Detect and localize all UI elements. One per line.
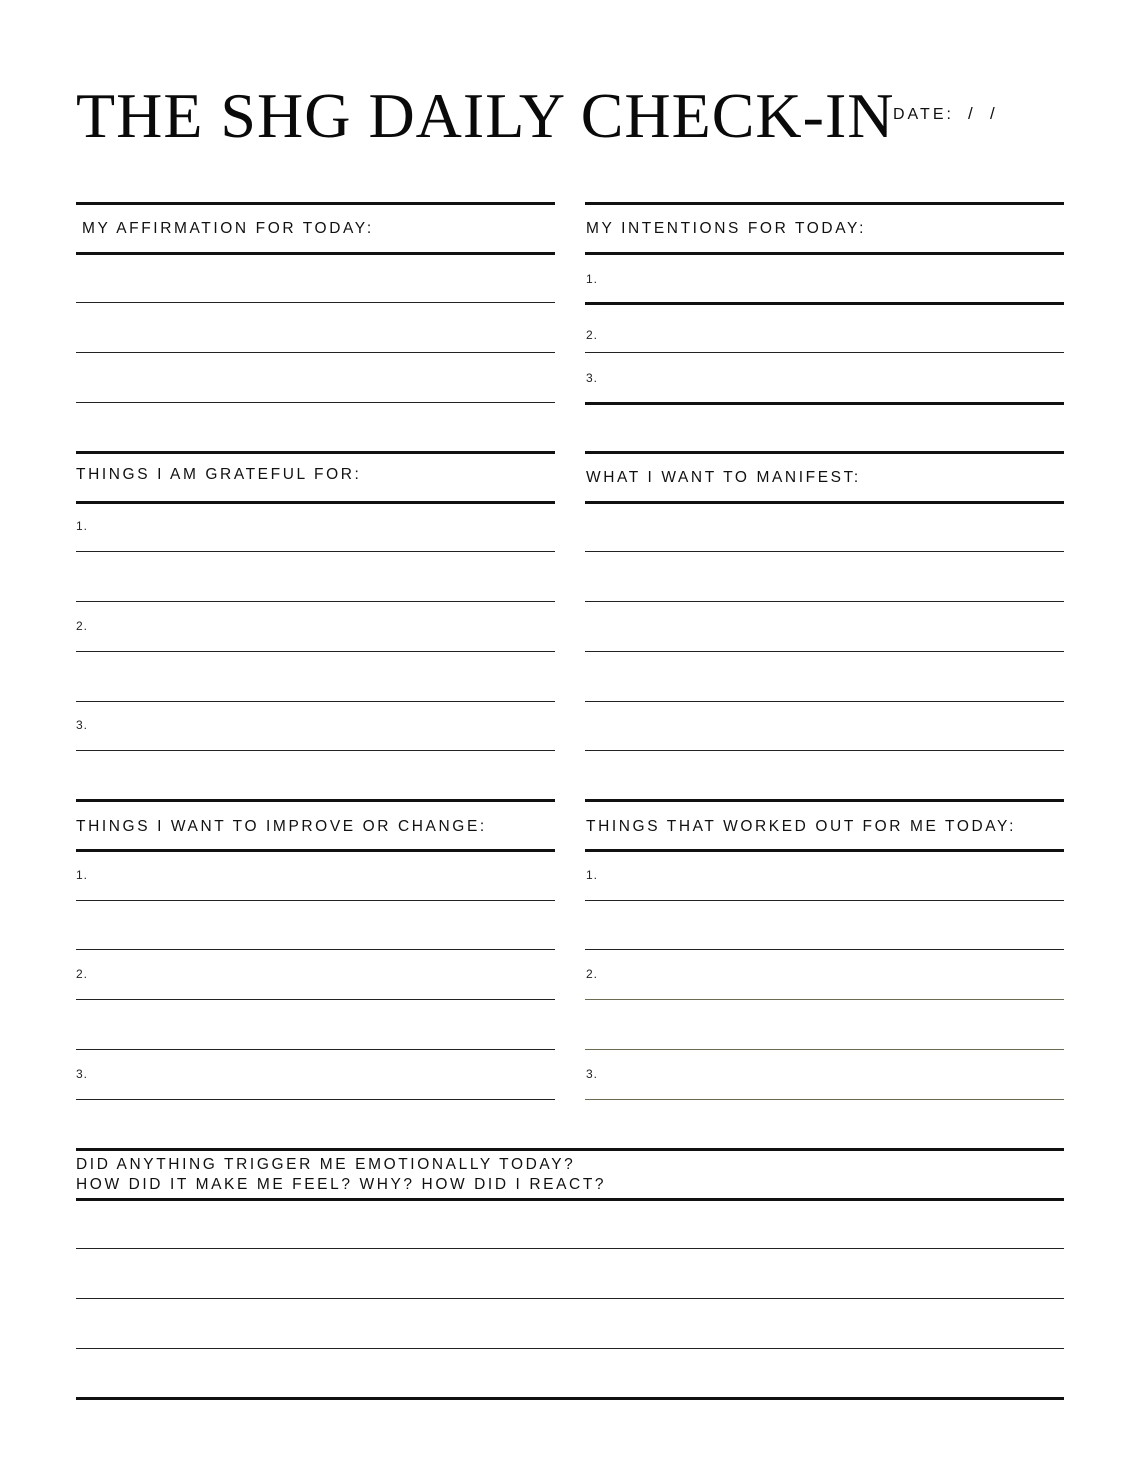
- date-slash-2: /: [990, 104, 995, 123]
- trigger-line-4-field[interactable]: [76, 1361, 1064, 1393]
- heading-rule: [76, 849, 555, 852]
- affirmation-line-1-field[interactable]: [76, 266, 555, 298]
- affirmation-line-2-field[interactable]: [76, 316, 555, 348]
- trigger-heading-line-1: DID ANYTHING TRIGGER ME EMOTIONALLY TODAY?: [76, 1156, 576, 1173]
- worked-out-number-2: 2.: [586, 967, 599, 981]
- writing-line: [585, 900, 1064, 901]
- grateful-number-2: 2.: [76, 619, 89, 633]
- writing-line: [585, 750, 1064, 751]
- heading-rule: [76, 1198, 1064, 1201]
- writing-line: [76, 900, 555, 901]
- writing-line: [76, 601, 555, 602]
- writing-line: [585, 302, 1064, 305]
- writing-line: [585, 551, 1064, 552]
- intentions-number-2: 2.: [586, 328, 599, 342]
- affirmation-heading: MY AFFIRMATION FOR TODAY:: [82, 220, 374, 237]
- section-top-rule: [585, 451, 1064, 454]
- grateful-3-field[interactable]: [92, 714, 555, 746]
- improve-1-field[interactable]: [92, 864, 555, 896]
- writing-line: [76, 1397, 1064, 1400]
- writing-line: [76, 999, 555, 1000]
- writing-line: [585, 601, 1064, 602]
- section-top-rule: [585, 202, 1064, 205]
- intentions-heading: MY INTENTIONS FOR TODAY:: [586, 220, 867, 237]
- writing-line: [76, 949, 555, 950]
- worked-out-1-field[interactable]: [602, 864, 1064, 896]
- intention-2-field[interactable]: [602, 316, 1064, 348]
- improve-number-1: 1.: [76, 868, 89, 882]
- section-top-rule: [76, 451, 555, 454]
- improve-2-field[interactable]: [92, 963, 555, 995]
- date-day-field[interactable]: [976, 98, 988, 130]
- manifest-line-4-field[interactable]: [585, 665, 1064, 697]
- manifest-heading: WHAT I WANT TO MANIFEST:: [586, 469, 861, 486]
- writing-line: [76, 551, 555, 552]
- writing-line: [76, 750, 555, 751]
- trigger-line-2-field[interactable]: [76, 1262, 1064, 1294]
- intentions-number-1: 1.: [586, 272, 599, 286]
- grateful-number-3: 3.: [76, 718, 89, 732]
- date-label: DATE:: [893, 106, 954, 123]
- writing-line: [76, 701, 555, 702]
- grateful-1-field[interactable]: [92, 515, 555, 547]
- writing-line: [585, 352, 1064, 353]
- improve-number-3: 3.: [76, 1067, 89, 1081]
- date-year-field[interactable]: [1000, 98, 1060, 130]
- writing-line: [76, 1248, 1064, 1249]
- writing-line: [76, 1298, 1064, 1299]
- worked-out-number-1: 1.: [586, 868, 599, 882]
- heading-rule: [76, 252, 555, 255]
- manifest-line-5-field[interactable]: [585, 714, 1064, 746]
- writing-line: [585, 402, 1064, 405]
- writing-line: [76, 651, 555, 652]
- writing-line: [585, 949, 1064, 950]
- heading-rule: [585, 849, 1064, 852]
- grateful-2-field[interactable]: [92, 615, 555, 647]
- worked-out-number-3: 3.: [586, 1067, 599, 1081]
- improve-heading: THINGS I WANT TO IMPROVE OR CHANGE:: [76, 818, 487, 835]
- writing-line: [76, 302, 555, 303]
- writing-line: [585, 1099, 1064, 1100]
- worked-out-heading: THINGS THAT WORKED OUT FOR ME TODAY:: [586, 818, 1017, 835]
- writing-line: [585, 999, 1064, 1000]
- manifest-line-1-field[interactable]: [585, 515, 1064, 547]
- manifest-line-2-field[interactable]: [585, 565, 1064, 597]
- writing-line: [585, 1049, 1064, 1050]
- writing-line: [76, 1348, 1064, 1349]
- trigger-heading-line-2: HOW DID IT MAKE ME FEEL? WHY? HOW DID I REACT?: [76, 1176, 607, 1193]
- writing-line: [76, 1049, 555, 1050]
- intention-1-field[interactable]: [602, 266, 1064, 298]
- trigger-line-1-field[interactable]: [76, 1212, 1064, 1244]
- heading-rule: [585, 501, 1064, 504]
- improve-3-field[interactable]: [92, 1063, 555, 1095]
- writing-line: [76, 402, 555, 403]
- heading-rule: [76, 501, 555, 504]
- intentions-number-3: 3.: [586, 371, 599, 385]
- section-top-rule: [76, 202, 555, 205]
- section-top-rule: [76, 1148, 1064, 1151]
- manifest-line-3-field[interactable]: [585, 615, 1064, 647]
- worked-out-2-field[interactable]: [602, 963, 1064, 995]
- writing-line: [76, 1099, 555, 1100]
- writing-line: [585, 701, 1064, 702]
- worked-out-3-field[interactable]: [602, 1063, 1064, 1095]
- section-top-rule: [585, 799, 1064, 802]
- section-top-rule: [76, 799, 555, 802]
- improve-number-2: 2.: [76, 967, 89, 981]
- date-slash-1: /: [968, 104, 973, 123]
- writing-line: [76, 352, 555, 353]
- page-title: THE SHG DAILY CHECK-IN: [76, 80, 895, 151]
- trigger-line-3-field[interactable]: [76, 1312, 1064, 1344]
- affirmation-line-3-field[interactable]: [76, 366, 555, 398]
- grateful-heading: THINGS I AM GRATEFUL FOR:: [76, 466, 362, 483]
- intention-3-field[interactable]: [602, 366, 1064, 398]
- date-month-field[interactable]: [952, 98, 966, 130]
- grateful-number-1: 1.: [76, 519, 89, 533]
- heading-rule: [585, 252, 1064, 255]
- writing-line: [585, 651, 1064, 652]
